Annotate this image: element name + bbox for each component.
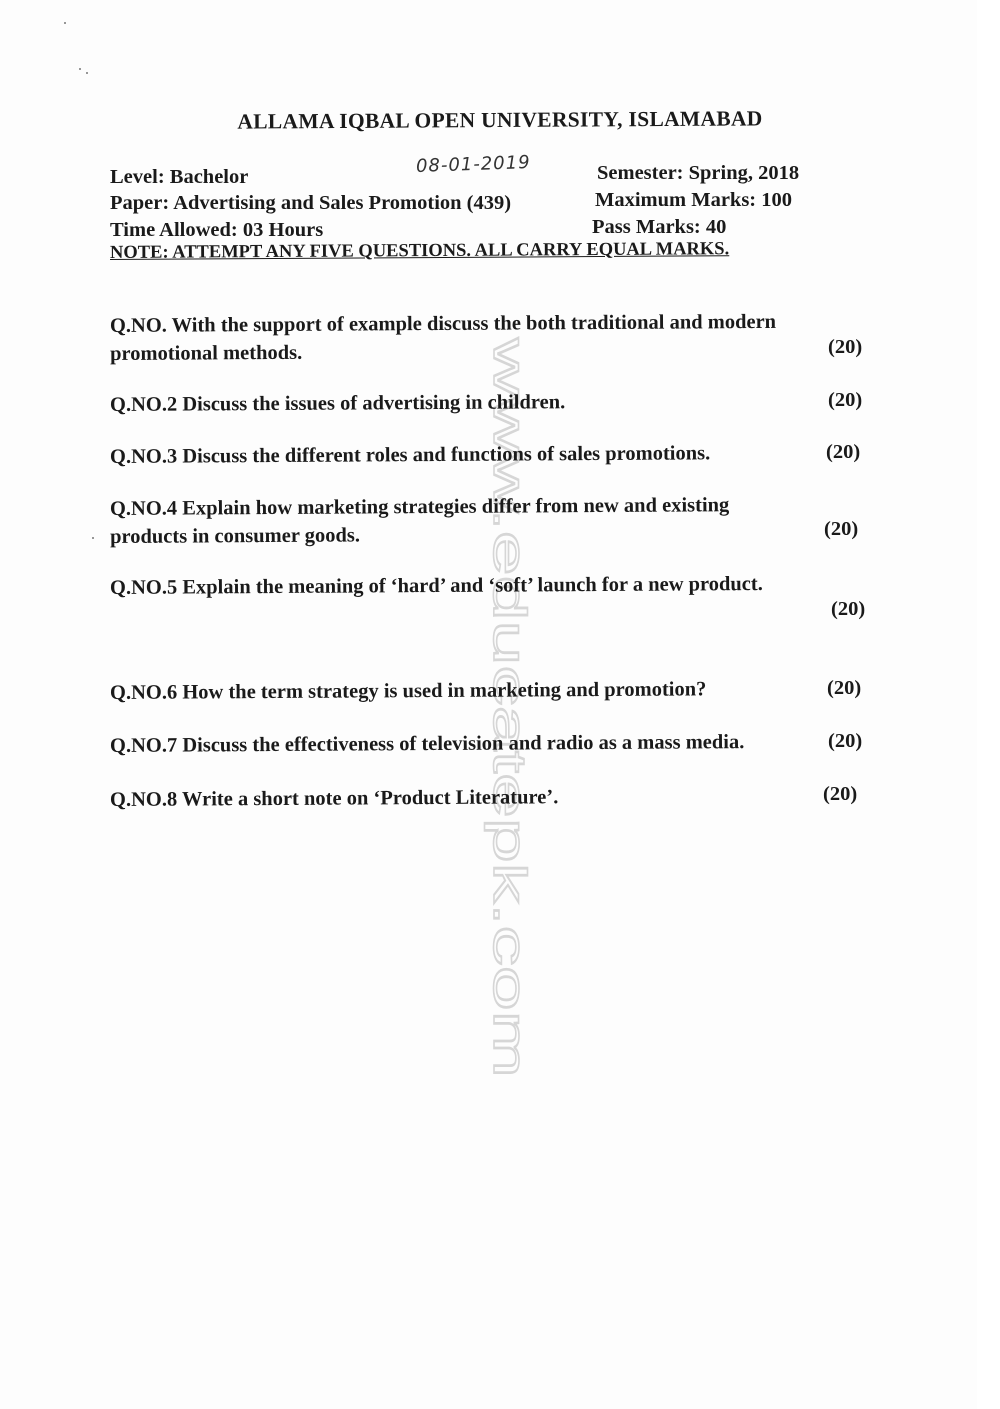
question-marks: (20)	[828, 730, 863, 752]
question-marks: (20)	[827, 677, 862, 699]
watermark-text: www.educatepk.com	[484, 338, 536, 760]
scan-speck	[92, 537, 94, 539]
question-text: Q.NO. With the support of example discuss the both traditional and modern	[109, 310, 777, 338]
scan-speck	[86, 72, 88, 74]
question-text: Q.NO.8 Write a short note on ‘Product Literature’.	[109, 786, 559, 811]
question-text: Q.NO.3 Discuss the different roles and functions of sales promotions.	[109, 442, 711, 468]
level-label: Level: Bachelor	[110, 166, 249, 188]
question-6	[110, 675, 707, 707]
question-text: Q.NO.5 Explain the meaning of ‘hard’ and ‘soft’ launch for a new product.	[109, 573, 763, 599]
question-text: Q.NO.4 Explain how marketing strategies differ from new and existing	[109, 494, 730, 521]
question-marks: (20)	[828, 336, 863, 358]
question-8	[110, 783, 558, 814]
question-3	[110, 439, 710, 471]
maximum-marks-label: Maximum Marks: 100	[595, 189, 793, 211]
question-1	[110, 308, 776, 368]
question-7	[110, 728, 745, 760]
question-5	[110, 570, 763, 602]
question-text: Q.NO.7 Discuss the effectiveness of television and radio as a mass media.	[109, 731, 745, 757]
question-marks: (20)	[824, 518, 859, 540]
university-title: ALLAMA IQBAL OPEN UNIVERSITY, ISLAMABAD	[237, 106, 763, 134]
question-4	[110, 491, 730, 551]
question-marks: (20)	[828, 389, 863, 411]
question-marks: (20)	[831, 598, 866, 620]
question-text: Q.NO.6 How the term strategy is used in marketing and promotion?	[109, 678, 707, 704]
handwritten-date: 08-01-2019	[415, 152, 531, 177]
question-2	[110, 388, 565, 419]
question-marks: (20)	[826, 441, 861, 463]
scan-speck	[64, 22, 66, 24]
instructions-note: NOTE: ATTEMPT ANY FIVE QUESTIONS. ALL CARRY EQUAL MARKS.	[109, 239, 730, 263]
semester-label: Semester: Spring, 2018	[597, 162, 800, 184]
question-text: promotional methods.	[110, 341, 303, 365]
question-text: Q.NO.2 Discuss the issues of advertising in children.	[109, 391, 566, 416]
question-marks: (20)	[823, 783, 858, 805]
scan-speck	[79, 68, 81, 70]
question-text: products in consumer goods.	[110, 524, 360, 548]
paper-label: Paper: Advertising and Sales Promotion (439)	[110, 192, 512, 214]
pass-marks-label: Pass Marks: 40	[592, 216, 727, 238]
time-allowed-label: Time Allowed: 03 Hours	[110, 219, 324, 241]
